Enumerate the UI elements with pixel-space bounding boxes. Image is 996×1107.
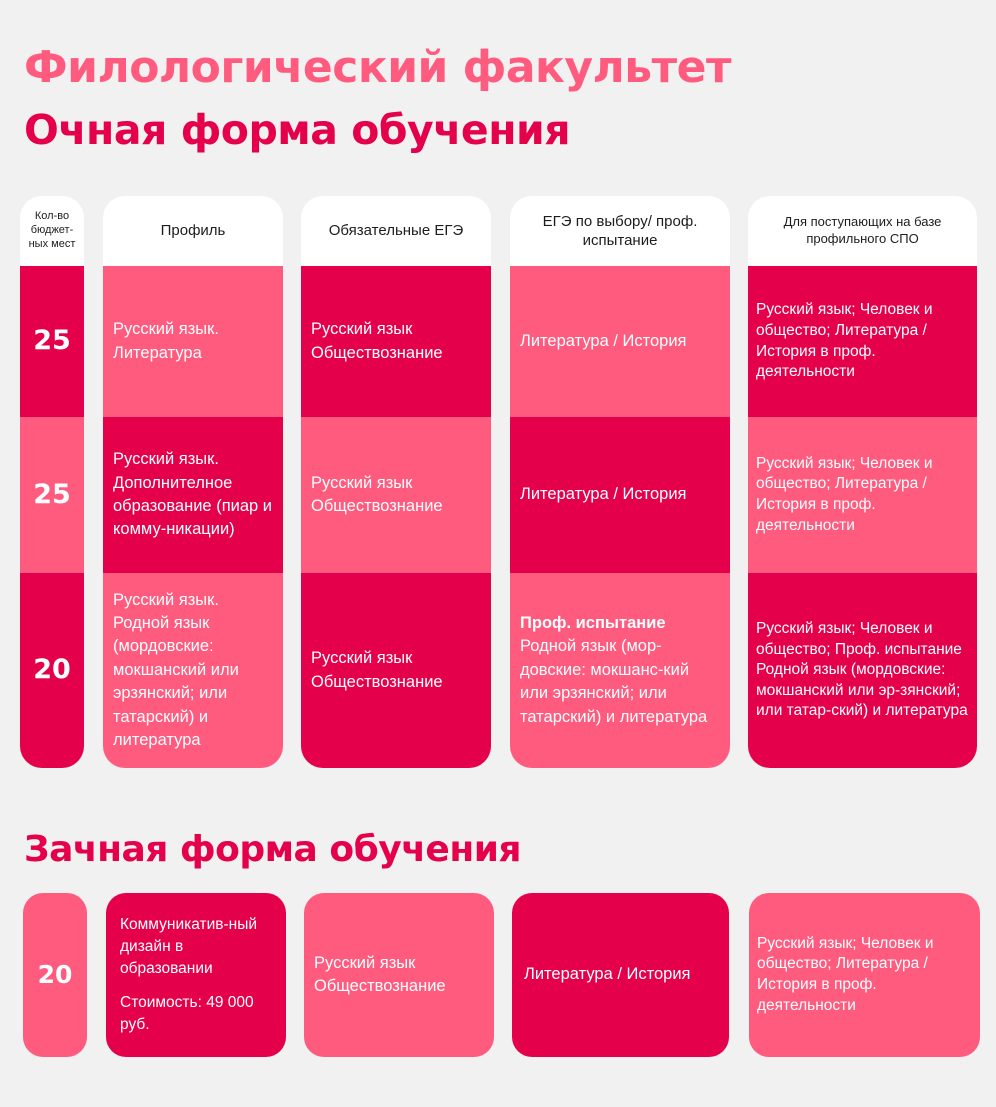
page-title: Филологический факультет: [24, 42, 731, 93]
parttime-profile: [106, 893, 286, 1057]
choice-column: [510, 196, 730, 768]
spo-column: [748, 196, 977, 768]
profile-cell: Русский язык. Родной язык (мордовские: мокшанский или эрзянский; или татарский) и литература: [103, 573, 283, 768]
places-cell: 25: [20, 266, 84, 417]
parttime-cost: Стоимость: 49 000 руб.: [120, 994, 254, 1033]
mandatory-cell: Русский язык Обществознание: [301, 266, 491, 417]
mandatory-cell: Русский язык Обществознание: [301, 573, 491, 768]
mandatory-cell: Русский язык Обществознание: [301, 417, 491, 573]
parttime-spo: Русский язык; Человек и общество; Литература / История в проф. деятельности: [749, 893, 980, 1057]
spo-header: Для поступающих на базе профильного СПО: [748, 196, 977, 266]
parttime-title: Зачная форма обучения: [24, 829, 522, 870]
profile-cell: Русский язык. Литература: [103, 266, 283, 417]
choice-cell: Литература / История: [510, 266, 730, 417]
places-header: Кол-во бюджет-ных мест: [20, 196, 84, 266]
places-cell: 25: [20, 417, 84, 573]
profile-cell: Русский язык. Дополнителное образование (пиар и комму-никации): [103, 417, 283, 573]
choice-text: Родной язык (мор-довские: мокшанс-кий или эрзянский; или татарский) и литература: [520, 637, 708, 726]
fulltime-title: Очная форма обучения: [24, 106, 571, 154]
parttime-places: 20: [23, 893, 87, 1057]
profile-column: [103, 196, 283, 768]
mandatory-header: Обязательные ЕГЭ: [301, 196, 491, 266]
spo-cell: Русский язык; Человек и общество; Проф. испытание Родной язык (мордовские: мокшанский или эр-зянский; или татар-ский) и литература: [748, 573, 977, 768]
parttime-mandatory: Русский язык Обществознание: [304, 893, 494, 1057]
choice-cell: Литература / История: [510, 417, 730, 573]
choice-header: ЕГЭ по выбору/ проф. испытание: [510, 196, 730, 266]
parttime-profile-name: Коммуникатив-ный дизайн в образовании: [120, 916, 258, 977]
parttime-choice: Литература / История: [512, 893, 729, 1057]
choice-bold-label: Проф. испытание: [520, 613, 666, 632]
spo-cell: Русский язык; Человек и общество; Литература / История в проф. деятельности: [748, 266, 977, 417]
spacer: [120, 980, 272, 992]
choice-cell: [510, 573, 730, 768]
spo-cell: Русский язык; Человек и общество; Литература / История в проф. деятельности: [748, 417, 977, 573]
places-cell: 20: [20, 573, 84, 768]
mandatory-column: [301, 196, 491, 768]
places-column: [20, 196, 84, 768]
profile-header: Профиль: [103, 196, 283, 266]
